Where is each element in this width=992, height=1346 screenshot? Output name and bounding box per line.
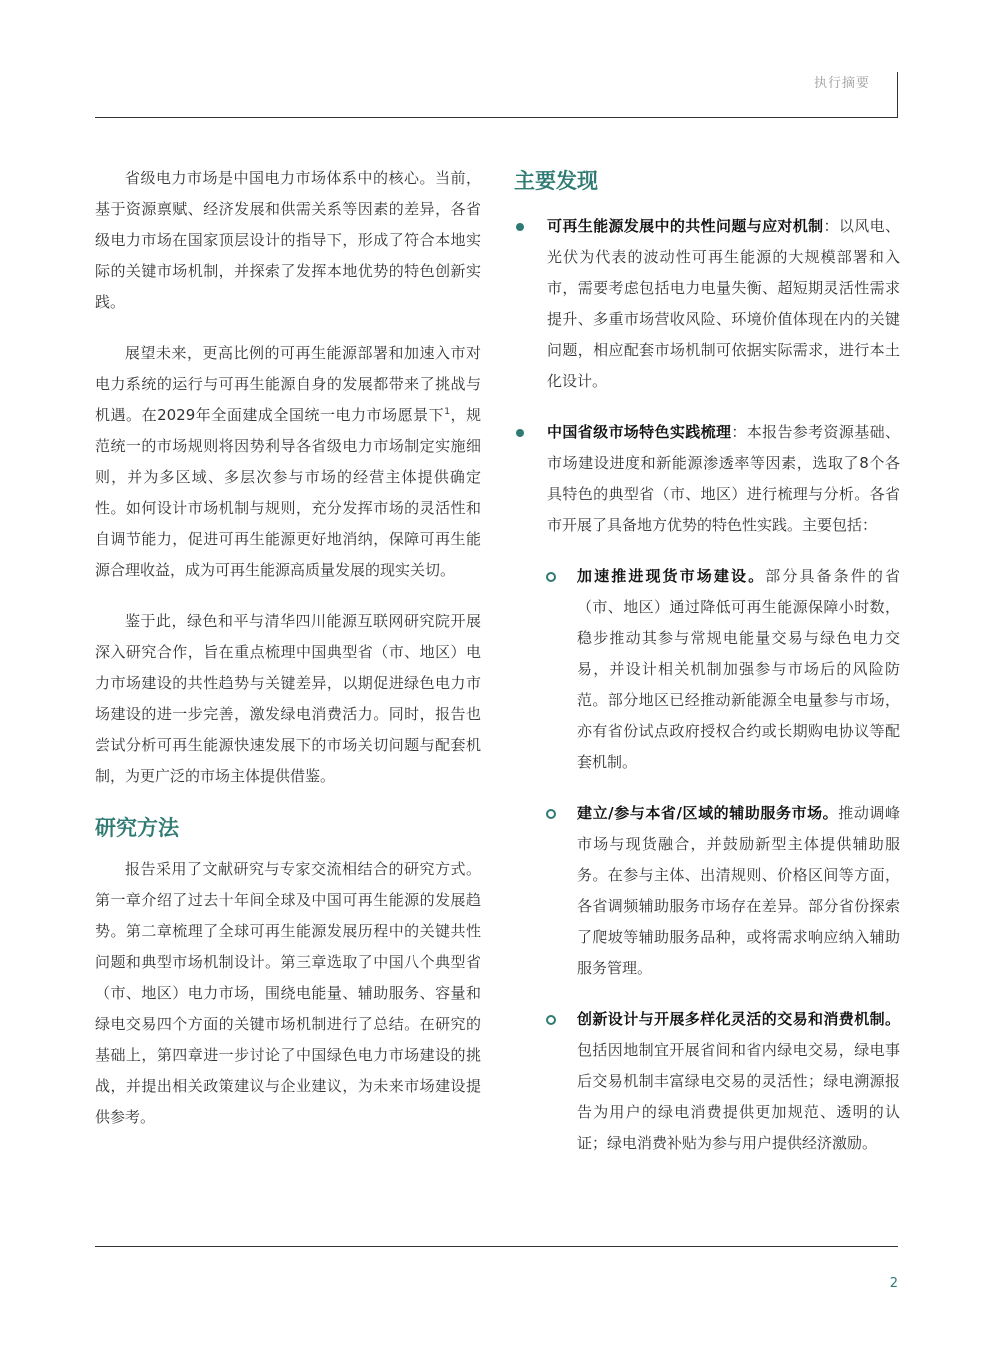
sub-finding-title: 建立/参与本省/区域的辅助服务市场。 bbox=[577, 804, 839, 822]
bullet-dot-icon bbox=[516, 223, 524, 231]
methodology-heading: 研究方法 bbox=[95, 816, 179, 840]
bullet-ring-icon bbox=[546, 809, 556, 819]
header-divider bbox=[897, 72, 898, 118]
purpose-paragraph: 鉴于此，绿色和平与清华四川能源互联网研究院开展深入研究合作，旨在重点梳理中国典型省（市、地区）电力市场建设的共性趋势与关键差异，以期促进绿色电力市场建设的进一步完善，激发绿电消费活力。同时，报告也尝试分析可再生能源快速发展下的市场关切问题与配套机制，为更广泛的市场主体提供借鉴。 bbox=[95, 612, 481, 785]
sub-finding-item bbox=[544, 798, 900, 984]
bullet-ring-icon bbox=[546, 1015, 556, 1025]
bullet-ring-icon bbox=[546, 572, 556, 582]
sub-finding-text: 包括因地制宜开展省间和省内绿电交易，绿电事后交易机制丰富绿电交易的灵活性；绿电溯源报告为用户的绿电消费提供更加规范、透明的认证；绿电消费补贴为参与用户提供经济激励。 bbox=[577, 1041, 900, 1152]
sub-finding-text: 推动调峰市场与现货融合，并鼓励新型主体提供辅助服务。在参与主体、出清规则、价格区间等方面，各省调频辅助服务市场存在差异。部分省份探索了爬坡等辅助服务品种，或将需求响应纳入辅助服务管理。 bbox=[577, 804, 900, 977]
finding-item bbox=[514, 417, 900, 541]
sub-finding-title: 加速推进现货市场建设。 bbox=[577, 567, 766, 585]
finding-title: 可再生能源发展中的共性问题与应对机制 bbox=[547, 217, 824, 235]
outlook-text-b: ，规范统一的市场规则将因势利导各省级电力市场制定实施细则，并为多区域、多层次参与市场的经营主体提供确定性。如何设计市场机制与规则，充分发挥市场的灵活性和自调节能力，促进可再生能源更好地消纳，保障可再生能源合理收益，成为可再生能源高质量发展的现实关切。 bbox=[95, 406, 481, 579]
right-column bbox=[514, 163, 900, 1179]
footnote-ref[interactable]: 1 bbox=[444, 407, 450, 417]
sub-finding-item bbox=[544, 561, 900, 778]
sub-finding-text: 部分具备条件的省（市、地区）通过降低可再生能源保障小时数，稳步推动其参与常规电能量交易与绿色电力交易，并设计相关机制加强参与市场后的风险防范。部分地区已经推动新能源全电量参与市场，亦有省份试点政府授权合约或长期购电协议等配套机制。 bbox=[577, 567, 900, 771]
findings-heading: 主要发现 bbox=[514, 169, 598, 193]
finding-title: 中国省级市场特色实践梳理 bbox=[547, 423, 732, 441]
bullet-dot-icon bbox=[516, 429, 524, 437]
sub-finding-title: 创新设计与开展多样化灵活的交易和消费机制。 bbox=[577, 1010, 900, 1028]
finding-text: ：本报告参考资源基础、市场建设进度和新能源渗透率等因素，选取了8个各具特色的典型省（市、地区）进行梳理与分析。各省市开展了具备地方优势的特色性实践。主要包括： bbox=[547, 423, 900, 534]
outlook-paragraph bbox=[95, 338, 481, 586]
finding-item bbox=[514, 211, 900, 397]
sub-finding-item bbox=[544, 1004, 900, 1159]
outlook-text-a: 展望未来，更高比例的可再生能源部署和加速入市对电力系统的运行与可再生能源自身的发展都带来了挑战与机遇。在2029年全面建成全国统一电力市场愿景下 bbox=[95, 344, 481, 424]
header-rule bbox=[95, 117, 898, 118]
page-number: 2 bbox=[889, 1276, 898, 1291]
intro-paragraph: 省级电力市场是中国电力市场体系中的核心。当前，基于资源禀赋、经济发展和供需关系等因素的差异，各省级电力市场在国家顶层设计的指导下，形成了符合本地实际的关键市场机制，并探索了发挥本地优势的特色创新实践。 bbox=[95, 169, 481, 311]
footer-rule bbox=[95, 1246, 898, 1247]
methodology-paragraph: 报告采用了文献研究与专家交流相结合的研究方式。第一章介绍了过去十年间全球及中国可再生能源的发展趋势。第二章梳理了全球可再生能源发展历程中的关键共性问题和典型市场机制设计。第三章选取了中国八个典型省（市、地区）电力市场，围绕电能量、辅助服务、容量和绿电交易四个方面的关键市场机制进行了总结。在研究的基础上，第四章进一步讨论了中国绿色电力市场建设的挑战，并提出相关政策建议与企业建议，为未来市场建设提供参考。 bbox=[95, 860, 481, 1126]
left-column bbox=[95, 163, 481, 1153]
finding-text: ：以风电、光伏为代表的波动性可再生能源的大规模部署和入市，需要考虑包括电力电量失衡、超短期灵活性需求提升、多重市场营收风险、环境价值体现在内的关键问题，相应配套市场机制可依据实际需求，进行本土化设计。 bbox=[547, 217, 900, 390]
section-label: 执行摘要 bbox=[813, 76, 870, 91]
